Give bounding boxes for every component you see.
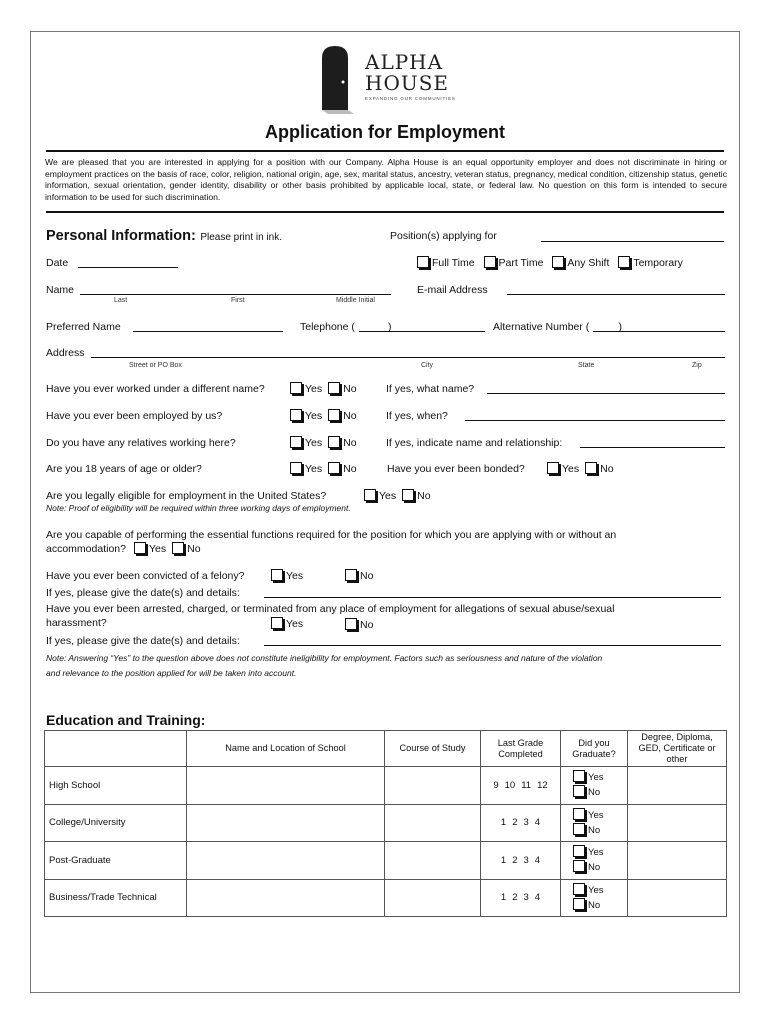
position-label: Position(s) applying for: [390, 230, 497, 242]
level-label: College/University: [45, 804, 187, 842]
grade-option[interactable]: 12: [537, 779, 548, 791]
yes-option[interactable]: [290, 437, 322, 449]
temporary-option[interactable]: [618, 257, 683, 269]
telephone-field[interactable]: [359, 331, 485, 332]
relatives-field[interactable]: [580, 447, 725, 448]
checkbox[interactable]: [573, 883, 585, 895]
q-eligible-options: [364, 489, 431, 503]
grade-option[interactable]: 2: [512, 892, 518, 904]
door-icon: [319, 44, 359, 114]
telephone-label: Telephone (: [300, 321, 355, 333]
logo-tagline: EXPANDING OUR COMMUNITIES: [365, 96, 456, 101]
option-label: Yes: [305, 437, 323, 449]
employment-type-options: [417, 256, 683, 270]
header-course: Course of Study: [385, 731, 481, 767]
divider: [46, 211, 724, 213]
caption-city: City: [421, 362, 434, 369]
table-row: [45, 767, 727, 805]
different-name-field[interactable]: [487, 393, 725, 394]
caption-street: Street or PO Box: [129, 362, 182, 369]
checkbox[interactable]: [484, 256, 496, 268]
grade-option[interactable]: 3: [523, 892, 529, 904]
checkbox[interactable]: [345, 618, 357, 630]
checkbox[interactable]: [573, 785, 585, 797]
checkbox[interactable]: [573, 823, 585, 835]
table-row: [45, 804, 727, 842]
option-label: Yes: [148, 543, 167, 555]
grade-option[interactable]: 4: [534, 817, 541, 829]
option-label: No: [343, 383, 357, 395]
option-label: No: [343, 437, 357, 449]
grade-option[interactable]: 4: [534, 892, 541, 904]
checkbox[interactable]: [552, 256, 564, 268]
grade-options: [481, 767, 561, 805]
felony-yes-option[interactable]: [271, 569, 303, 583]
q-bonded-options: [547, 462, 614, 476]
grade-options: [481, 842, 561, 880]
course-cell[interactable]: [385, 842, 481, 880]
caption-last: Last: [114, 297, 128, 304]
arrested-yes-option[interactable]: [271, 617, 303, 631]
header-school: Name and Location of School: [187, 731, 385, 767]
logo-line1: ALPHA: [365, 50, 444, 74]
no-option[interactable]: [585, 463, 613, 475]
no-option[interactable]: [565, 898, 623, 913]
personal-heading: Personal Information:: [46, 228, 196, 244]
name-label: Name: [46, 284, 75, 296]
option-label: Yes: [286, 618, 304, 630]
checkbox[interactable]: [328, 409, 340, 421]
option-label: No: [588, 824, 601, 836]
checkbox[interactable]: [585, 462, 597, 474]
checkbox[interactable]: [402, 489, 414, 501]
graduate-options: [561, 804, 628, 842]
q-employed-follow: If yes, when?: [386, 410, 448, 422]
alt-number-field[interactable]: [593, 331, 725, 332]
option-label: Yes: [305, 383, 323, 395]
grade-option[interactable]: 11: [521, 779, 532, 791]
option-label: No: [343, 410, 357, 422]
checkbox[interactable]: [328, 462, 340, 474]
caption-state: State: [578, 362, 595, 369]
q-age: Are you 18 years of age or older?: [46, 463, 202, 475]
application-page: [30, 31, 740, 993]
checkbox[interactable]: [573, 898, 585, 910]
q-arrested-line2: harassment?: [46, 617, 107, 629]
header-level: [45, 731, 187, 767]
yes-option[interactable]: [547, 463, 579, 475]
checkbox[interactable]: [290, 436, 302, 448]
name-field[interactable]: [80, 294, 391, 295]
degree-cell[interactable]: [628, 767, 727, 805]
grade-option[interactable]: 3: [523, 854, 529, 866]
q-employed-options: [290, 409, 357, 423]
degree-cell[interactable]: [628, 804, 727, 842]
q-relatives-follow: If yes, indicate name and relationship:: [386, 437, 563, 449]
graduate-options: [561, 879, 628, 917]
checkbox[interactable]: [573, 808, 585, 820]
yes-option[interactable]: [565, 770, 623, 785]
grade-options: [481, 804, 561, 842]
q-different-name: Have you ever worked under a different name?: [46, 383, 265, 395]
email-field[interactable]: [507, 294, 725, 295]
q-relatives: Do you have any relatives working here?: [46, 437, 236, 449]
checkbox[interactable]: [573, 770, 585, 782]
employed-when-field[interactable]: [465, 420, 725, 421]
checkbox[interactable]: [290, 462, 302, 474]
yes-option[interactable]: [565, 883, 623, 898]
option-label: No: [360, 570, 374, 582]
checkbox[interactable]: [134, 542, 146, 554]
level-label: Post-Graduate: [45, 842, 187, 880]
option-label: Yes: [379, 490, 397, 502]
option-label: Yes: [305, 410, 323, 422]
no-option[interactable]: [565, 860, 623, 875]
grade-option[interactable]: 9: [493, 779, 499, 791]
option-label: Yes: [286, 570, 304, 582]
option-label: No: [588, 787, 601, 799]
felony-details-field[interactable]: [264, 597, 721, 598]
no-option[interactable]: [565, 823, 623, 838]
grade-option[interactable]: 1: [500, 892, 507, 904]
divider: [46, 150, 724, 152]
arrested-details-label: If yes, please give the date(s) and details:: [46, 635, 240, 647]
course-cell[interactable]: [385, 804, 481, 842]
option-label: No: [588, 862, 601, 874]
option-label: No: [600, 463, 614, 475]
q-felony: Have you ever been convicted of a felony?: [46, 570, 245, 582]
grade-option[interactable]: 10: [504, 779, 516, 791]
education-table: [44, 730, 727, 917]
q-essential-functions-line2: [46, 542, 201, 556]
checkbox[interactable]: [271, 617, 283, 629]
checkbox[interactable]: [547, 462, 559, 474]
option-label: Yes: [588, 847, 604, 859]
checkbox[interactable]: [328, 382, 340, 394]
school-cell[interactable]: [187, 879, 385, 917]
q-relatives-options: [290, 436, 357, 450]
logo-line2: HOUSE: [365, 71, 449, 95]
checkbox[interactable]: [172, 542, 184, 554]
q-different-name-options: [290, 382, 357, 396]
header-degree: Degree, Diploma, GED, Certificate or other: [628, 731, 727, 767]
no-option[interactable]: [402, 490, 430, 502]
eligibility-note: Note: Proof of eligibility will be required within three working days of employment.: [46, 503, 351, 513]
q-legally-eligible: Are you legally eligible for employment in the United States?: [46, 490, 327, 502]
any-shift-option[interactable]: [552, 257, 609, 269]
level-label: Business/Trade Technical: [45, 879, 187, 917]
option-label: Part Time: [498, 257, 544, 269]
alt-number-label: [493, 321, 622, 334]
date-label: Date: [46, 257, 69, 269]
option-label: Yes: [588, 884, 604, 896]
option-label: No: [360, 619, 374, 631]
grade-option[interactable]: 4: [534, 854, 541, 866]
course-cell[interactable]: [385, 879, 481, 917]
alt-number-text: Alternative Number: [493, 321, 583, 333]
q-arrested: Have you ever been arrested, charged, or terminated from any place of employment for allegations of sexual abuse/sexual: [46, 603, 615, 615]
q-essential-functions: Are you capable of performing the essential functions required for the position for which you are applying with or without an: [46, 529, 617, 541]
alt-number-paren: ( ): [585, 321, 622, 333]
header-graduate: Did you Graduate?: [561, 731, 628, 767]
option-label: Yes: [588, 772, 604, 784]
yes-option[interactable]: [565, 808, 623, 823]
table-row: [45, 879, 727, 917]
option-label: Full Time: [432, 257, 475, 269]
email-label: E-mail Address: [417, 284, 488, 296]
option-label: Any Shift: [567, 257, 610, 269]
yes-option[interactable]: [364, 490, 396, 502]
grade-option[interactable]: 2: [512, 854, 518, 866]
table-row: [45, 842, 727, 880]
table-header-row: [45, 731, 727, 767]
caption-middle: Middle Initial: [336, 297, 375, 304]
felony-details-label: If yes, please give the date(s) and details:: [46, 587, 240, 599]
checkbox[interactable]: [573, 845, 585, 857]
option-label: Yes: [305, 463, 323, 475]
level-label: High School: [45, 767, 187, 805]
address-label: Address: [46, 347, 85, 359]
yes-option[interactable]: [290, 463, 322, 475]
q-different-name-follow: If yes, what name?: [386, 383, 475, 395]
graduate-options: [561, 767, 628, 805]
violation-note: Note: Answering “Yes” to the question above does not constitute ineligibility for employment. Factors such as seriousness and nature of the violation: [46, 653, 603, 663]
intro-paragraph: We are pleased that you are interested in applying for a position with our Company. Alpha House is an equal opportunity employer and does not discriminate in hiring or employment practices on the basis of race, color, religion, national origin, age, sex, marital status, ancestry, veteran status, pregnancy, medical condition, citizenship status, genetic information, sexual orientation, gender identity, disability or other basis prohibited by applicable local, state, or federal law. No question on this form is intended to secure information to be used for such discrimination.: [45, 157, 727, 202]
arrested-no-option[interactable]: [345, 618, 373, 632]
checkbox[interactable]: [345, 569, 357, 581]
option-label: No: [343, 463, 357, 475]
no-option[interactable]: [328, 463, 356, 475]
option-label: No: [588, 899, 601, 911]
grade-option[interactable]: 2: [512, 817, 518, 829]
personal-subheading: Please print in ink.: [200, 232, 283, 243]
checkbox[interactable]: [573, 860, 585, 872]
address-field[interactable]: [91, 357, 725, 358]
caption-zip: Zip: [692, 362, 702, 369]
no-option[interactable]: [328, 410, 356, 422]
grade-option[interactable]: 1: [500, 817, 507, 829]
school-cell[interactable]: [187, 767, 385, 805]
preferred-name-label: Preferred Name: [46, 321, 121, 333]
checkbox[interactable]: [290, 409, 302, 421]
checkbox[interactable]: [364, 489, 376, 501]
page-title: Application for Employment: [264, 122, 505, 142]
option-label: Yes: [588, 809, 604, 821]
course-cell[interactable]: [385, 767, 481, 805]
degree-cell[interactable]: [628, 879, 727, 917]
header-grade: Last Grade Completed: [481, 731, 561, 767]
no-option[interactable]: [565, 785, 623, 800]
yes-option[interactable]: [290, 410, 322, 422]
yes-option[interactable]: [565, 845, 623, 860]
position-field[interactable]: [541, 241, 724, 242]
checkbox[interactable]: [290, 382, 302, 394]
school-cell[interactable]: [187, 804, 385, 842]
degree-cell[interactable]: [628, 842, 727, 880]
caption-first: First: [231, 297, 245, 304]
alpha-house-logo: [319, 44, 459, 114]
full-time-option[interactable]: [417, 257, 475, 269]
option-label: No: [187, 543, 201, 555]
q-employed-by-us: Have you ever been employed by us?: [46, 410, 223, 422]
grade-option[interactable]: 3: [523, 817, 529, 829]
part-time-option[interactable]: [484, 257, 544, 269]
checkbox[interactable]: [271, 569, 283, 581]
option-label: Temporary: [633, 257, 683, 269]
school-cell[interactable]: [187, 842, 385, 880]
education-heading: Education and Training:: [46, 712, 206, 728]
preferred-name-field[interactable]: [133, 331, 283, 332]
no-option[interactable]: [328, 383, 356, 395]
grade-options: [481, 879, 561, 917]
date-field[interactable]: [78, 267, 178, 268]
yes-option[interactable]: [134, 543, 166, 555]
yes-option[interactable]: [290, 383, 322, 395]
checkbox[interactable]: [618, 256, 630, 268]
personal-heading-row: [46, 227, 282, 245]
arrested-details-field[interactable]: [264, 645, 721, 646]
question-text: accommodation?: [46, 543, 126, 555]
no-option[interactable]: [172, 543, 200, 555]
checkbox[interactable]: [417, 256, 429, 268]
grade-option[interactable]: 1: [500, 854, 507, 866]
no-option[interactable]: [328, 437, 356, 449]
option-label: Yes: [562, 463, 580, 475]
telephone-paren: ): [388, 321, 392, 333]
violation-note-line2: and relevance to the position applied for will be taken into account.: [46, 668, 297, 678]
q-age-options: [290, 462, 357, 476]
option-label: No: [417, 490, 431, 502]
felony-no-option[interactable]: [345, 569, 373, 583]
graduate-options: [561, 842, 628, 880]
q-bonded: Have you ever been bonded?: [387, 463, 525, 475]
checkbox[interactable]: [328, 436, 340, 448]
